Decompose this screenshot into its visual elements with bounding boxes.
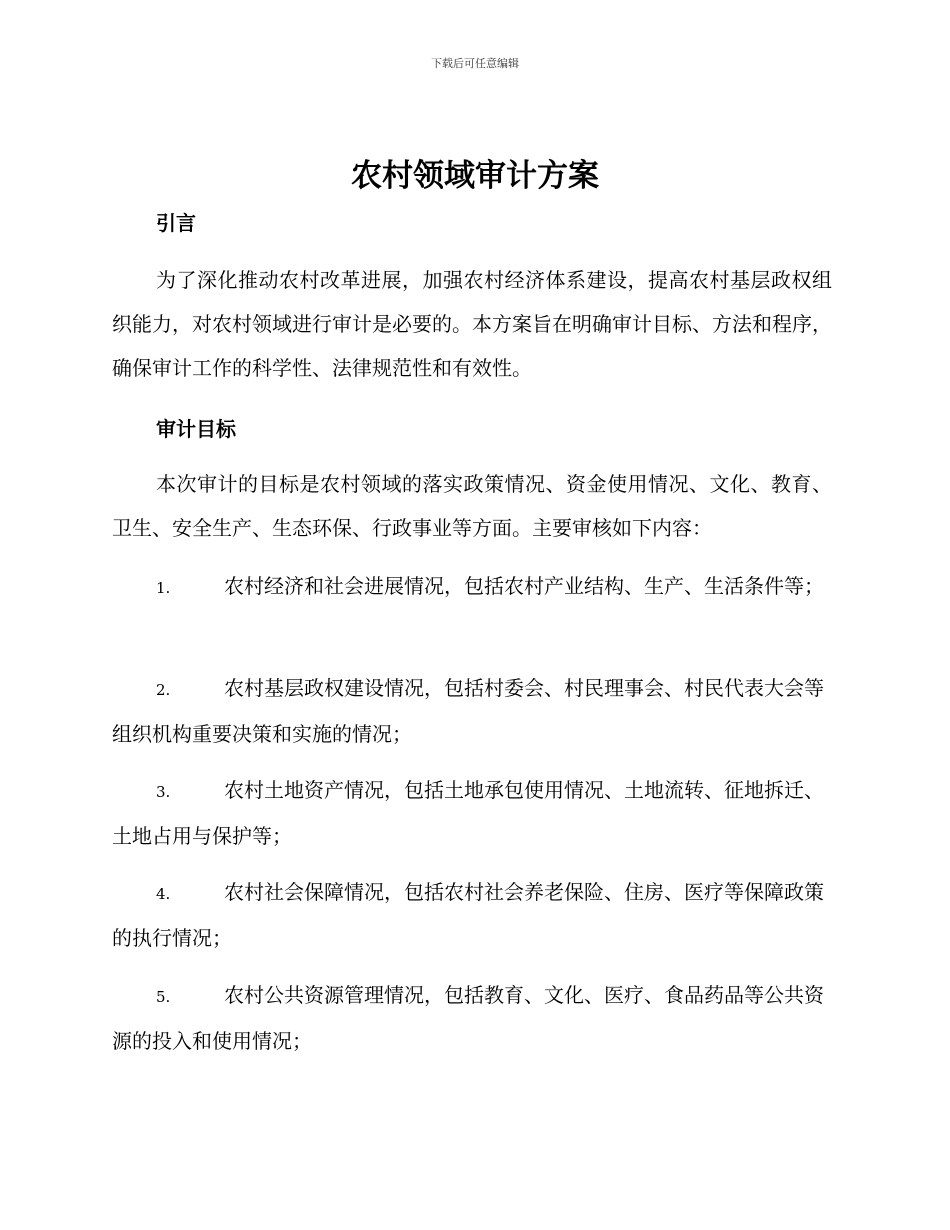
objectives-paragraph: 本次审计的目标是农村领域的落实政策情况、资金使用情况、文化、教育、卫生、安全生产、生态环保、行政事业等方面。主要审核如下内容： xyxy=(112,472,832,540)
list-item xyxy=(112,870,832,960)
list-item-number: 3. xyxy=(156,783,171,801)
list-item xyxy=(112,666,832,756)
list-item xyxy=(112,564,832,610)
header-note: 下载后可任意编辑 xyxy=(431,57,519,70)
section-heading-intro: 引言 xyxy=(156,211,196,235)
list-item-text: 农村经济和社会进展情况，包括农村产业结构、生产、生活条件等； xyxy=(224,574,824,598)
list-item-text: 农村基层政权建设情况，包括村委会、村民理事会、村民代表大会等组织机构重要决策和实施的情况； xyxy=(112,676,824,746)
intro-paragraph: 为了深化推动农村改革进展，加强农村经济体系建设，提高农村基层政权组织能力，对农村领域进行审计是必要的。本方案旨在明确审计目标、方法和程序，确保审计工作的科学性、法律规范性和有效性。 xyxy=(112,268,832,380)
list-item xyxy=(112,973,832,1063)
list-item-number: 5. xyxy=(156,988,171,1006)
list-item-number: 4. xyxy=(156,885,171,903)
list-item-number: 2. xyxy=(156,681,171,699)
document-title: 农村领域审计方案 xyxy=(351,158,599,194)
list-item-text: 农村土地资产情况，包括土地承包使用情况、土地流转、征地拆迁、土地占用与保护等； xyxy=(112,778,824,848)
list-item-text: 农村公共资源管理情况，包括教育、文化、医疗、食品药品等公共资源的投入和使用情况； xyxy=(112,983,824,1053)
section-heading-objectives: 审计目标 xyxy=(156,417,236,441)
list-item xyxy=(112,768,832,858)
list-item-number: 1. xyxy=(156,579,171,597)
list-item-text: 农村社会保障情况，包括农村社会养老保险、住房、医疗等保障政策的执行情况； xyxy=(112,880,824,950)
